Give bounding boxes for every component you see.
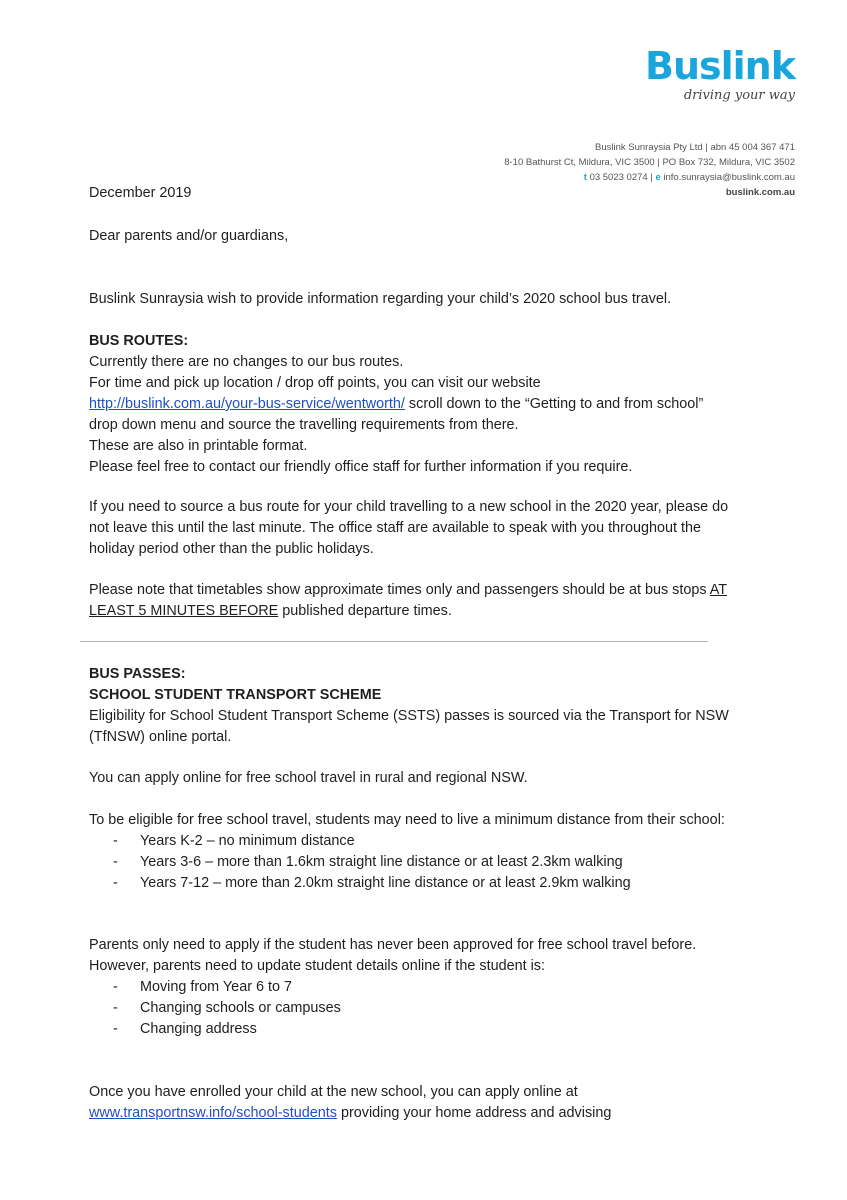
routes-new-school-paragraph: If you need to source a bus route for your child travelling to a new school in the 2020 year, please do not leave this until the last minute. The office staff are available to speak with you throughout the holiday period other than the public holidays. xyxy=(89,499,729,557)
apply-online-paragraph: You can apply online for free school travel in rural and regional NSW. xyxy=(89,770,528,786)
eligibility-distance-section xyxy=(89,810,729,894)
list-item-text: Years 3-6 – more than 1.6km straight line distance or at least 2.3km walking xyxy=(140,854,623,870)
bus-passes-section xyxy=(89,664,729,748)
logo-tagline: driving your way xyxy=(683,88,795,103)
routes-website-intro: For time and pick up location / drop off points, you can visit our website xyxy=(89,375,541,391)
timetable-note-end: published departure times. xyxy=(278,603,452,619)
letter-salutation: Dear parents and/or guardians, xyxy=(89,228,289,244)
wentworth-route-link[interactable]: http://buslink.com.au/your-bus-service/wentworth/ xyxy=(89,396,405,412)
bus-passes-heading: BUS PASSES: xyxy=(89,666,186,682)
bus-routes-heading: BUS ROUTES: xyxy=(89,333,189,349)
dash-bullet: - xyxy=(113,1021,118,1037)
routes-contact: Please feel free to contact our friendly office staff for further information if you require. xyxy=(89,459,633,475)
list-item-text: Moving from Year 6 to 7 xyxy=(140,979,292,995)
bus-routes-section xyxy=(89,331,729,478)
address-line-street: 8-10 Bathurst Ct, Mildura, VIC 3500 | PO Box 732, Mildura, VIC 3502 xyxy=(504,157,795,168)
enrol-apply-paragraph xyxy=(89,1082,729,1124)
website-address: buslink.com.au xyxy=(725,187,795,198)
list-item xyxy=(89,977,729,998)
list-item xyxy=(89,852,729,873)
letter-intro: Buslink Sunraysia wish to provide information regarding your child’s 2020 school bus travel. xyxy=(89,291,672,307)
list-item xyxy=(89,998,729,1019)
list-item xyxy=(89,1019,729,1040)
list-item-text: Changing schools or campuses xyxy=(140,1000,341,1016)
ssts-eligibility: Eligibility for School Student Transport Scheme (SSTS) passes is sourced via the Transport for NSW (TfNSW) online portal. xyxy=(89,708,729,745)
routes-timetable-note xyxy=(89,580,729,622)
phone-number: 03 5023 0274 | xyxy=(589,172,653,183)
list-item-text: Changing address xyxy=(140,1021,257,1037)
routes-link-paragraph xyxy=(89,394,729,436)
list-item xyxy=(89,831,729,852)
ssts-heading: SCHOOL STUDENT TRANSPORT SCHEME xyxy=(89,687,382,703)
timetable-note-start: Please note that timetables show approximate times only and passengers should be at bus stops xyxy=(89,582,710,598)
list-item xyxy=(89,873,729,894)
list-item-text: Years 7-12 – more than 2.0km straight line distance or at least 2.9km walking xyxy=(140,875,631,891)
enrol-apply-end: providing your home address and advising xyxy=(336,1105,612,1121)
section-divider xyxy=(80,641,708,642)
timetable-note-emphasis: AT LEAST 5 MINUTES BEFORE xyxy=(89,582,728,619)
buslink-logo xyxy=(645,44,795,103)
routes-no-changes: Currently there are no changes to our bus routes. xyxy=(89,354,404,370)
dash-bullet: - xyxy=(113,875,118,891)
distance-list xyxy=(89,831,729,894)
dash-bullet: - xyxy=(113,1000,118,1016)
routes-printable: These are also in printable format. xyxy=(89,438,308,454)
enrol-apply-start: Once you have enrolled your child at the new school, you can apply online at xyxy=(89,1084,578,1100)
phone-prefix: t xyxy=(583,172,587,183)
dash-bullet: - xyxy=(113,854,118,870)
letter-date: December 2019 xyxy=(89,185,192,201)
routes-link-followup: scroll down to the “Getting to and from school” drop down menu and source the travelling requirements from there. xyxy=(89,396,704,433)
apply-first-time-note: Parents only need to apply if the student has never been approved for free school travel before. xyxy=(89,937,697,953)
address-line-company: Buslink Sunraysia Pty Ltd | abn 45 004 367 471 xyxy=(595,142,795,153)
update-reasons-list xyxy=(89,977,729,1040)
dash-bullet: - xyxy=(113,833,118,849)
email-prefix: e xyxy=(655,172,661,183)
list-item-text: Years K-2 – no minimum distance xyxy=(140,833,355,849)
email-address: info.sunraysia@buslink.com.au xyxy=(663,172,795,183)
update-details-section xyxy=(89,935,729,1040)
transportnsw-link[interactable]: www.transportnsw.info/school-students xyxy=(89,1105,337,1121)
dash-bullet: - xyxy=(113,979,118,995)
update-details-intro: However, parents need to update student details online if the student is: xyxy=(89,958,546,974)
eligibility-distance-intro: To be eligible for free school travel, students may need to live a minimum distance from their school: xyxy=(89,812,725,828)
logo-wordmark: Buslink xyxy=(644,44,795,88)
